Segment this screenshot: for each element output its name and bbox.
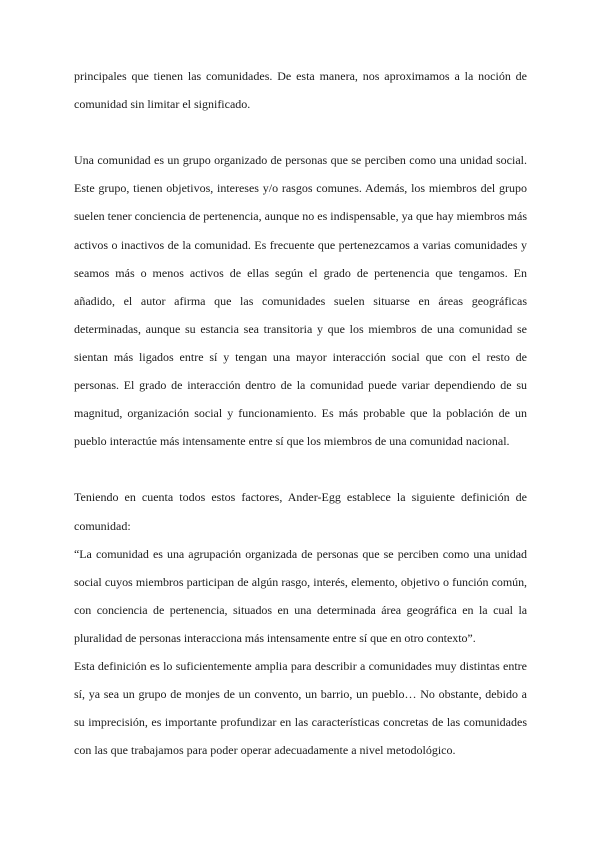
document-page [74, 62, 527, 764]
paragraph-definition-quote: “La comunidad es una agrupación organizada de personas que se perciben como una unidad social cuyos miembros participan de algún rasgo, interés, elemento, objetivo o función común, con conciencia de pertenencia, situados en una determinada área geográfica en la cual la pluralidad de personas interacciona más intensamente entre sí que en otro contexto”. [74, 546, 527, 645]
paragraph-intro-continuation: principales que tienen las comunidades. De esta manera, nos aproximamos a la noción de comunidad sin limitar el significado. [74, 69, 527, 112]
paragraph-ander-egg-intro: Teniendo en cuenta todos estos factores, Ander-Egg establece la siguiente definición de comunidad: [74, 490, 527, 533]
paragraph-spacer [74, 455, 527, 483]
paragraph-community-definition: Una comunidad es un grupo organizado de personas que se perciben como una unidad social. Este grupo, tienen objetivos, intereses y/o rasgos comunes. Además, los miembros del grupo suelen tener conciencia de pertenencia, aunque no es indispensable, ya que hay miembros más activos o inactivos de la comunidad. Es frecuente que pertenezcamos a varias comunidades y seamos más o menos activos de ellas según el grado de pertenencia que tengamos. En añadido, el autor afirma que las comunidades suelen situarse en áreas geográficas determinadas, aunque su estancia sea transitoria y que los miembros de una comunidad se sientan más ligados entre sí y tengan una mayor interacción social que con el resto de personas. El grado de interacción dentro de la comunidad puede variar dependiendo de su magnitud, organización social y funcionamiento. Es más probable que la población de un pueblo interactúe más intensamente entre sí que los miembros de una comunidad nacional. [74, 153, 527, 449]
paragraph-spacer [74, 118, 527, 146]
paragraph-definition-commentary: Esta definición es lo suficientemente amplia para describir a comunidades muy distintas entre sí, ya sea un grupo de monjes de un convento, un barrio, un pueblo… No obstante, debido a su imprecisión, es importante profundizar en las características concretas de las comunidades con las que trabajamos para poder operar adecuadamente a nivel metodológico. [74, 658, 527, 758]
